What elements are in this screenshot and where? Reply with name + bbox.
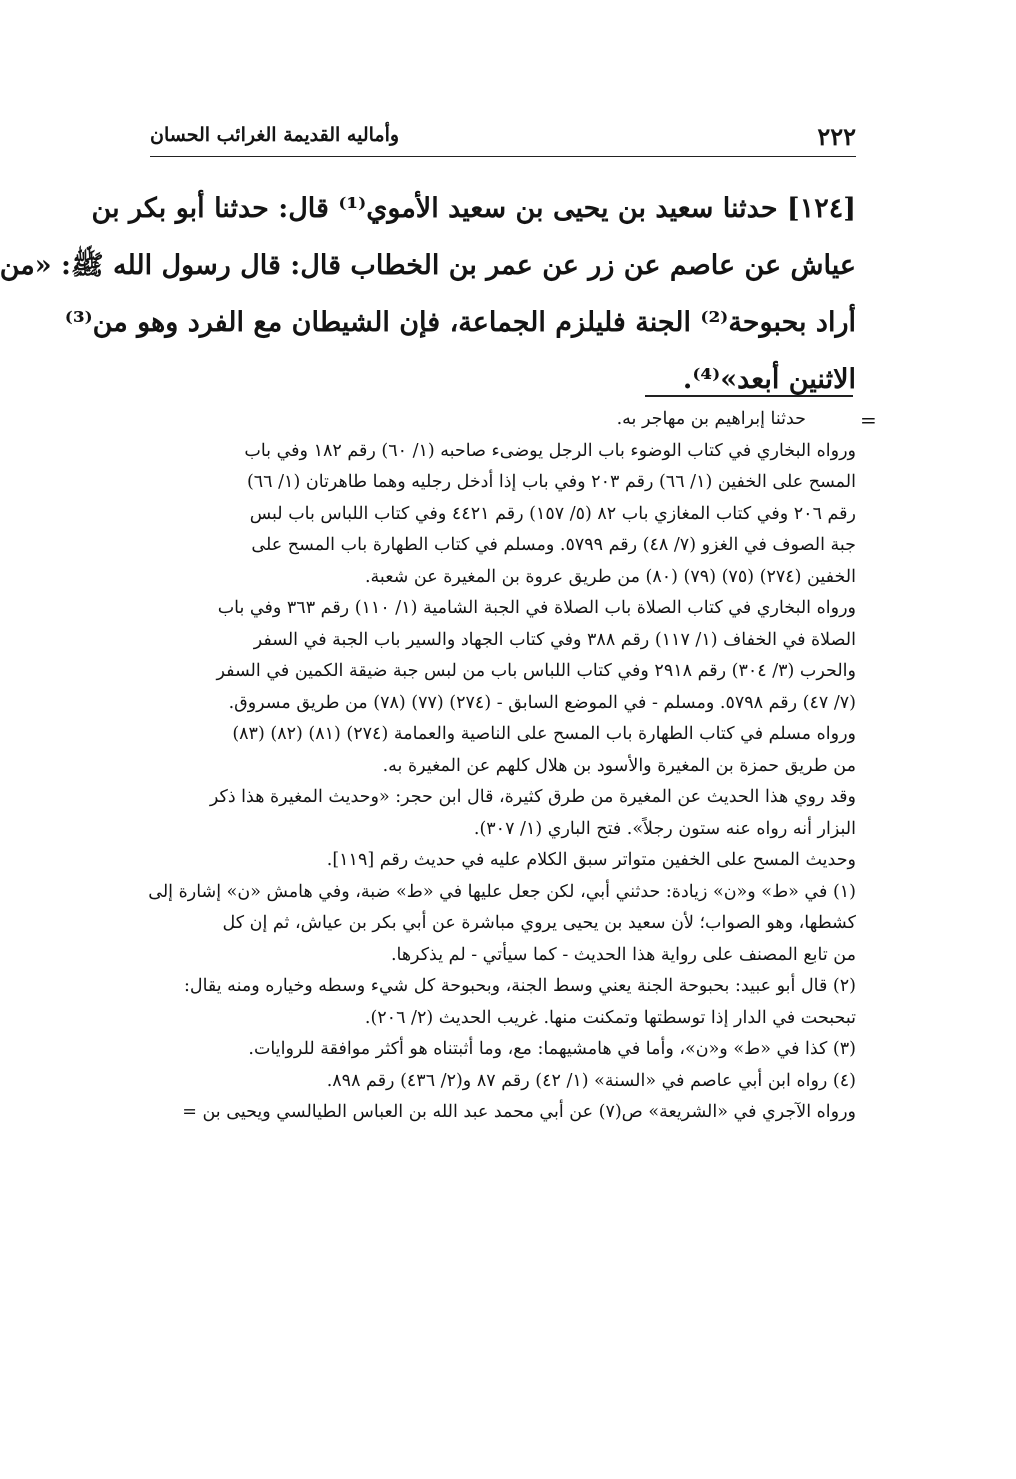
footnote-line: حدثنا إبراهيم بن مهاجر به. (616, 409, 806, 429)
footnote-line: الخفين (٢٧٤) (٧٥) (٧٩) (٨٠) من طريق عروة بن المغيرة عن شعبة. (364, 566, 856, 587)
footnote-line: وقد روي هذا الحديث عن المغيرة من طرق كثيرة، قال ابن حجر: «وحديث المغيرة هذا ذكر (209, 787, 856, 807)
footnote-line: ورواه البخاري في كتاب الصلاة باب الصلاة في الجبة الشامية (١/ ١١٠) رقم ٣٦٣ وفي باب (217, 598, 856, 618)
page-number: ٢٢٢ (817, 122, 856, 151)
footnote-line: تبحبحت في الدار إذا توسطتها وتمكنت منها. غريب الحديث (٢/ ٢٠٦). (364, 1007, 856, 1028)
footnote-line: رقم ٢٠٦ وفي كتاب المغازي باب ٨٢ (٥/ ١٥٧) رقم ٤٤٢١ وفي كتاب اللباس باب لبس (249, 503, 856, 524)
continuation-mark: = (860, 408, 877, 432)
footnote-line: الصلاة في الخفاف (١/ ١١٧) رقم ٣٨٨ وفي كتاب الجهاد والسير باب الجبة في السفر (253, 629, 856, 650)
main-text-line: أراد بحبوحة⁽²⁾ الجنة فليلزم الجماعة، فإن الشيطان مع الفرد وهو من⁽³⁾ (64, 307, 856, 338)
main-text-line: الاثنين أبعد»⁽⁴⁾. (682, 364, 856, 395)
footnote-4: (٤) رواه ابن أبي عاصم في «السنة» (١/ ٤٢) رقم ٨٧ و(٢/ ٤٣٦) رقم ٨٩٨. (326, 1070, 856, 1091)
footnote-line: ورواه مسلم في كتاب الطهارة باب المسح على الناصية والعمامة (٢٧٤) (٨١) (٨٢) (٨٣) (232, 724, 856, 744)
main-text-line: عياش عن عاصم عن زر عن عمر بن الخطاب قال: قال رسول الله ﷺ: «من (0, 250, 856, 281)
footnote-line: وحديث المسح على الخفين متواتر سبق الكلام عليه في حديث رقم [١١٩]. (326, 850, 856, 870)
footnote-1: (١) في «ط» و«ن» زيادة: حدثني أبي، لكن جعل عليها في «ط» ضبة، وفي هامش «ن» إشارة إلى (148, 881, 856, 902)
footnote-2: (٢) قال أبو عبيد: بحبوحة الجنة يعني وسط الجنة، وبحبوحة كل شيء وسطه وخياره ومنه يقال: (183, 976, 856, 996)
footnote-line: والحرب (٣/ ٣٠٤) رقم ٢٩١٨ وفي كتاب اللباس باب من لبس جبة ضيقة الكمين في السفر (216, 661, 856, 681)
footnote-line: (٧/ ٤٧) رقم ٥٧٩٨. ومسلم - في الموضع السابق - (٢٧٤) (٧٧) (٧٨) من طريق مسروق. (228, 692, 856, 713)
footnote-separator (645, 395, 853, 397)
footnote-line: المسح على الخفين (١/ ٦٦) رقم ٢٠٣ وفي باب إذا أدخل رجليه وهما طاهرتان (١/ ٦٦) (246, 472, 856, 492)
footnote-line: ورواه البخاري في كتاب الوضوء باب الرجل يوضىء صاحبه (١/ ٦٠) رقم ١٨٢ وفي باب (244, 440, 856, 461)
footnote-line: البزار أنه رواه عنه ستون رجلاً». فتح الباري (١/ ٣٠٧). (473, 818, 856, 839)
footnote-line: من تابع المصنف على رواية هذا الحديث - كما سيأتي - لم يذكرها. (390, 944, 856, 965)
footnote-3: (٣) كذا في «ط» و«ن»، وأما في هامشيهما: مع، وما أثبتناه هو أكثر موافقة للروايات. (248, 1039, 856, 1059)
footnotes-section (148, 404, 856, 1129)
footnote-line: كشطها، وهو الصواب؛ لأن سعيد بن يحيى يروي مباشرة عن أبي بكر بن عياش، ثم إن كل (222, 913, 856, 933)
footnote-line: جبة الصوف في الغزو (٧/ ٤٨) رقم ٥٧٩٩. ومسلم في كتاب الطهارة باب المسح على (251, 535, 856, 555)
page-header (150, 116, 856, 157)
hadith-text (0, 180, 856, 408)
footnote-line: من طريق حمزة بن المغيرة والأسود بن هلال كلهم عن المغيرة به. (382, 755, 856, 776)
main-text-line: [١٢٤] حدثنا سعيد بن يحيى بن سعيد الأموي⁽¹⁾ قال: حدثنا أبو بكر بن (91, 193, 856, 224)
running-title: وأماليه القديمة الغرائب الحسان (150, 124, 400, 146)
footnote-line: ورواه الآجري في «الشريعة» ص(٧) عن أبي محمد عبد الله بن العباس الطيالسي ويحيى بن = (182, 1102, 856, 1122)
